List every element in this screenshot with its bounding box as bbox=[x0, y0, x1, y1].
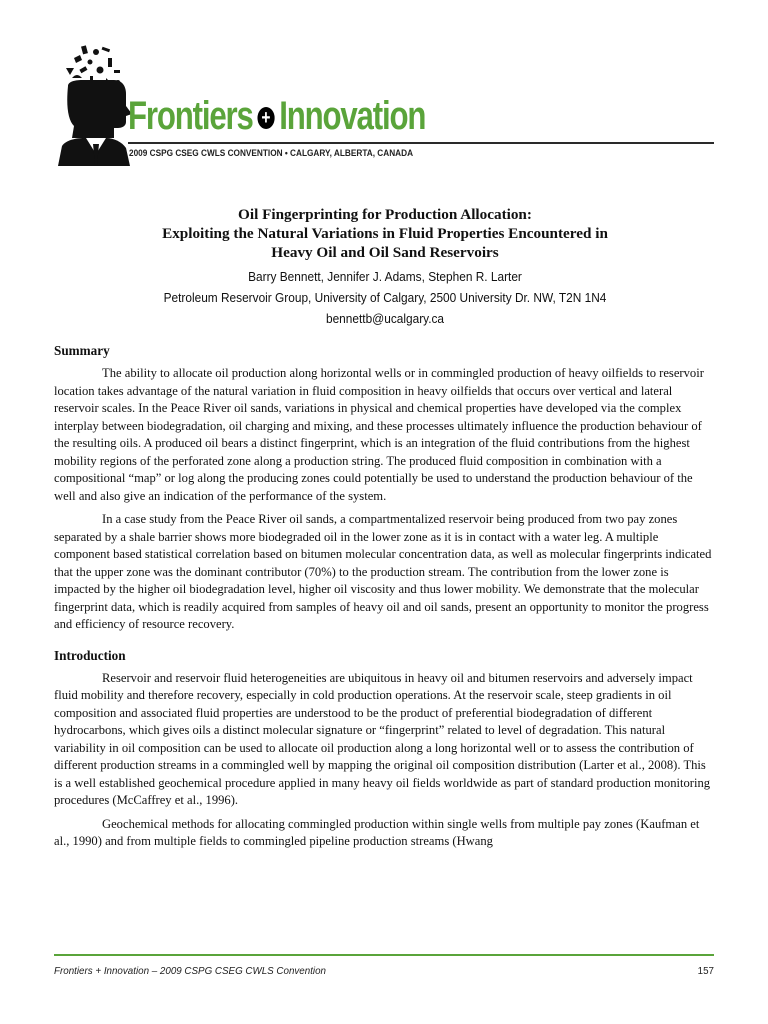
paper-title bbox=[54, 205, 716, 262]
paragraph: In a case study from the Peace River oil sands, a compartmentalized reservoir being produced from two pay zones separated by a shale barrier shows more biodegraded oil in the lower zone as it is in contact with a water leg. A multiple component based statistical correlation based on bitumen molecular concentration data, as well as molecular fingerprints indicated that the upper zone was the dominant contributor (70%) to the production stream. The contribution from the lower zone is impacted by the higher oil biodegradation level, higher oil viscosity and thus lower mobility. We demonstrate that the molecular fingerprint data, which is readily acquired from samples of heavy oil and oil sands, present an opportunity to monitor the progress and efficiency of resource recovery. bbox=[54, 512, 712, 631]
head-with-ideas-icon bbox=[52, 42, 136, 166]
title-line: Heavy Oil and Oil Sand Reservoirs bbox=[271, 244, 499, 261]
paper-body bbox=[54, 205, 716, 857]
paragraph: Geochemical methods for allocating commingled production within single wells from multiple pay zones (Kaufman et al., 1990) and from multiple fields to commingled pipeline production streams (Hwang bbox=[54, 816, 700, 848]
authors bbox=[87, 266, 683, 329]
footer-rule bbox=[54, 954, 714, 956]
title-line: Oil Fingerprinting for Production Allocation: bbox=[238, 206, 532, 223]
brand-wordmark bbox=[128, 94, 425, 138]
brand-plus: + bbox=[257, 107, 274, 129]
page-number: 157 bbox=[697, 966, 714, 977]
email: bennettb@ucalgary.ca bbox=[325, 311, 445, 326]
convention-subtitle: 2009 CSPG CSEG CWLS CONVENTION • CALGARY, ALBERTA, CANADA bbox=[129, 148, 414, 159]
brand-left: Frontiers bbox=[128, 94, 253, 138]
paragraph: The ability to allocate oil production along horizontal wells or in commingled production of heavy oilfields to reservoir location takes advantage of the natural variation in fluid composition in heavy oilfields that occurs over vertical and lateral reservoir scales. In the Peace River oil sands, variations in physical and chemical properties have developed via the complex interplay between biodegradation, oil charging and mixing, and these processes ultimately influence the production behaviour of the resulting oils. A produced oil bears a distinct fingerprint, which is an integration of the fluid contributions from the highest mobility regions of the perforated zone along a production string. The produced fluid composition in combination with a compositional “map” or log along the producing zones could potentially be used to understand the production behaviour of the well and also give an indication of the performance of the system. bbox=[54, 366, 704, 503]
paragraph: Reservoir and reservoir fluid heterogeneities are ubiquitous in heavy oil and bitumen reservoirs and adversely impact fluid mobility and therefore recovery, especially in cold production operations. At the reservoir scale, steep gradients in oil composition and associated fluid properties are understood to be the product of preferential biodegradation of different hydrocarbons, which gives oils a distinct molecular signature or “fingerprint” related to level of degradation. This natural variability in oil composition can be used to allocate oil production along a long horizontal well or to assess the contribution of different production streams in a commingled well by mapping the original oil composition distribution (Larter et al., 2008). This is a well established geochemical procedure applied in many heavy oil fields worldwide as part of standard production monitoring procedures (McCaffrey et al., 1996). bbox=[54, 670, 711, 807]
brand-right: Innovation bbox=[279, 94, 426, 138]
affiliation: Petroleum Reservoir Group, University of Calgary, 2500 University Dr. NW, T2N 1N4 bbox=[163, 290, 607, 305]
section-heading-summary: Summary bbox=[54, 343, 110, 358]
author-list: Barry Bennett, Jennifer J. Adams, Stephen R. Larter bbox=[248, 269, 522, 284]
header-rule bbox=[128, 142, 714, 144]
title-line: Exploiting the Natural Variations in Fluid Properties Encountered in bbox=[162, 225, 608, 242]
footer-title: Frontiers + Innovation – 2009 CSPG CSEG CWLS Convention bbox=[54, 966, 326, 977]
section-heading-introduction: Introduction bbox=[54, 647, 126, 663]
